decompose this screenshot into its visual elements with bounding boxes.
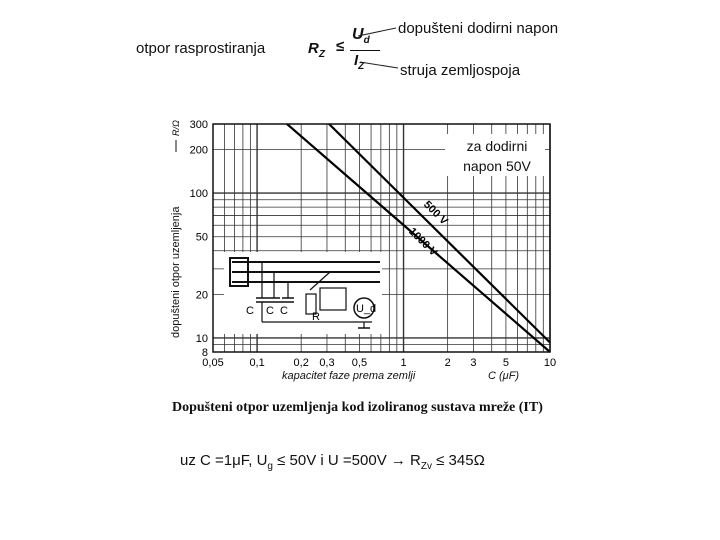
y-tick-label: 50 (195, 231, 208, 244)
note-part-3: ≤ 345Ω (431, 452, 485, 469)
x-axis-unit: C (μF) (488, 370, 520, 382)
formula-relation: ≤ (336, 38, 345, 55)
x-tick-label: 0,05 (202, 357, 224, 369)
x-tick-label: 0,2 (293, 357, 309, 369)
x-tick-label: 10 (543, 357, 557, 369)
bottom-note (180, 452, 485, 472)
resistance-label: otpor rasprostiranja (136, 40, 266, 57)
inset-label-ud: U_d (356, 303, 377, 315)
figure-caption: Dopušteni otpor uzemljenja kod izoliranog sustava mreže (IT) (172, 400, 543, 415)
y-tick-label: 20 (195, 289, 208, 302)
voltage-label: dopušteni dodirni napon (398, 20, 559, 37)
current-label: struja zemljospoja (400, 62, 521, 79)
x-tick-label: 5 (502, 357, 509, 369)
y-tick-label: 8 (201, 347, 208, 359)
inset-label-c1: C (246, 305, 254, 317)
y-unit-label: R/Ω (171, 120, 181, 136)
x-tick-label: 0,1 (249, 357, 265, 369)
note-part-2: ≤ 50V i U =500V → R (272, 452, 421, 469)
chart-annotation: za dodirni napon 50V (463, 138, 531, 174)
inset-label-c3: C (280, 305, 288, 317)
formula-numerator: U (352, 26, 364, 43)
note-part-1: uz C =1μF, U (180, 452, 268, 469)
formula-lhs: R (308, 40, 319, 57)
x-tick-label: 0,5 (351, 357, 368, 369)
x-axis-label: kapacitet faze prema zemlji (282, 370, 416, 382)
formula-den-sub: Z (358, 61, 365, 72)
inset-label-r: R (312, 311, 320, 323)
x-tick-label: 2 (444, 357, 451, 369)
x-tick-label: 3 (470, 357, 477, 369)
note-sub-2: Zv (420, 461, 432, 472)
formula-lhs-sub: Z (318, 49, 325, 60)
inset-label-c2: C (266, 305, 274, 317)
note-sub-1: g (267, 461, 273, 472)
series-label: 1000 V (406, 225, 440, 259)
formula-denominator: I (354, 52, 359, 69)
x-tick-label: 0,3 (319, 357, 335, 369)
y-tick-label: 200 (189, 144, 208, 157)
y-axis-label: dopušteni otpor uzemljenja (170, 206, 182, 338)
series-label: 500 V (421, 198, 450, 228)
y-tick-label: 300 (189, 119, 208, 131)
formula-num-sub: d (363, 35, 370, 47)
circuit-inset (224, 252, 382, 334)
y-tick-label: 10 (195, 332, 208, 345)
y-tick-label: 100 (189, 188, 208, 201)
x-tick-label: 1 (400, 357, 407, 369)
